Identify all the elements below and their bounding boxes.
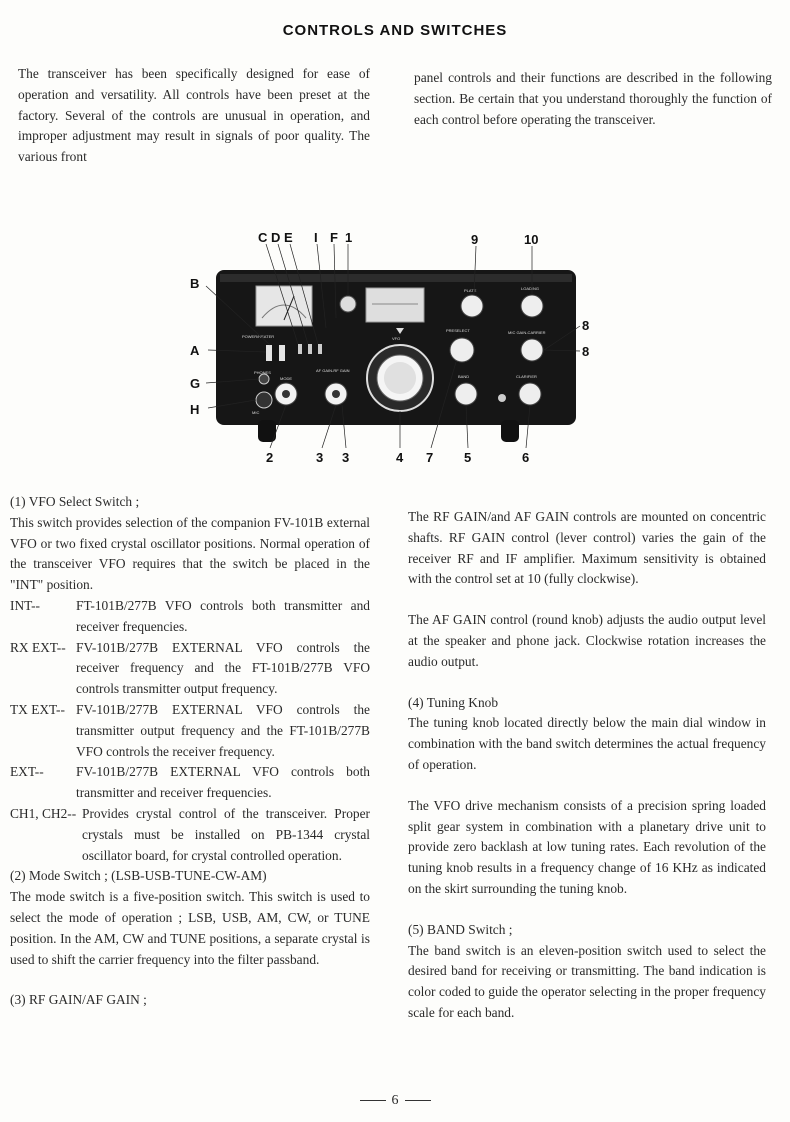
callout-8-top: 8 [582, 318, 590, 333]
callout-10: 10 [524, 232, 539, 247]
plate-knob [461, 295, 483, 317]
panel-label-power-heater: POWER/HEATER [242, 334, 275, 339]
callout-b: B [190, 276, 200, 291]
band-knob [455, 383, 477, 405]
definition-int [10, 596, 370, 638]
intro-paragraph-left: The transceiver has been specifically designed for ease of operation and versatility. All controls have been preset at the factory. Several of the controls are unusual in operation, and improper adjustment may result in signals of poor quality. The various front [18, 66, 370, 165]
section3-body-rf-gain: The RF GAIN/and AF GAIN controls are mounted on concentric shafts. RF GAIN control (lever control) varies the gain of the receiver RF and IF amplifier. Maximum sensitivity is obtained with the control set at 10 (fully clockwise). [408, 509, 766, 587]
callout-i: I [314, 230, 318, 245]
callout-1: 1 [345, 230, 353, 245]
loading-knob [521, 295, 543, 317]
definition-ch1-ch2 [10, 804, 370, 866]
callout-a: A [190, 343, 200, 358]
callout-cde: C D E [258, 230, 293, 245]
section4-body-1: The tuning knob located directly below the main dial window in combination with the band switch determines the actual frequency of operation. [408, 715, 766, 772]
section4-body-2: The VFO drive mechanism consists of a precision spring loaded split gear system in combination with a planetary drive unit to provide zero backlash at low tuning rates. Each revolution of the tuning knob results in a frequency change of 16 KHz as indicated on the skirt surrounding the tuning knob. [408, 797, 766, 896]
page-number-value: 6 [391, 1093, 399, 1108]
section1-body: This switch provides selection of the companion FV-101B external VFO or two fixed crystal oscillator positions. Normal operation of the transceiver VFO requires that the switch be placed in the "INT" position. [10, 514, 370, 593]
page-number [0, 1093, 790, 1109]
callout-9: 9 [471, 232, 479, 247]
section2-body: The mode switch is a five-position switch. This switch is used to select the mode of operation ; LSB, USB, AM, CW, or TUNE position. In the AM, CW and TUNE positions, a separate crystal is used to shift the carrier frequency into the filter passband. [10, 889, 370, 967]
section2-heading: (2) Mode Switch ; (LSB-USB-TUNE-CW-AM) [10, 868, 267, 884]
left-column [10, 492, 370, 1011]
definition-desc: FV-101B/277B EXTERNAL VFO controls both transmitter and receiver frequencies. [76, 764, 370, 801]
panel-label-mode: MODE [280, 376, 292, 381]
front-panel-figure [186, 228, 606, 478]
definition-rx-ext [10, 638, 370, 700]
callout-4: 4 [396, 450, 404, 465]
callout-6: 6 [522, 450, 530, 465]
definition-term: CH1, CH2-- [10, 805, 77, 821]
section5-heading: (5) BAND Switch ; [408, 921, 513, 937]
power-switch [266, 345, 272, 361]
preselect-knob [450, 338, 474, 362]
section5-body: The band switch is an eleven-position switch used to select the desired band for receiving or transmitting. The band indication is color coded to guide the operator selecting in the proper frequency scale for each band. [408, 942, 766, 1020]
panel-label-mic-gain-carrier: MIC GAIN-CARRIER [508, 330, 546, 335]
section3-heading: (3) RF GAIN/AF GAIN ; [10, 992, 147, 1008]
transceiver-front-panel-drawing [186, 228, 606, 478]
panel-label-band: BAND [458, 374, 470, 379]
section3-body-af-gain: The AF GAIN control (round knob) adjusts the audio output level at the speaker and phone jack. Clockwise rotation increases the audio output. [408, 612, 766, 669]
panel-label-af-rf-gain: AF GAIN-RF GAIN [316, 368, 350, 373]
callout-2: 2 [266, 450, 274, 465]
clarifier-knob [519, 383, 541, 405]
panel-label-loading: LOADING [521, 286, 540, 291]
heater-switch [279, 345, 285, 361]
definition-term: INT-- [10, 597, 40, 613]
definition-term: TX EXT-- [10, 701, 65, 717]
definition-desc: Provides crystal control of the transceiver. Proper crystals must be installed on PB-1344 crystal oscillator board, for crystal controlled operation. [82, 805, 370, 863]
meter-switch-knob [340, 296, 356, 312]
panel-label-mic: MIC [252, 410, 260, 415]
page-title: CONTROLS AND SWITCHES [282, 22, 508, 39]
right-column [408, 507, 766, 1024]
panel-label-plate: PLATE [464, 288, 477, 293]
callout-h: H [190, 402, 200, 417]
definition-desc: FV-101B/277B EXTERNAL VFO controls the transmitter output frequency and the FT-101B/277B VFO controls the receiver frequency. [76, 701, 370, 759]
dial-window [366, 288, 424, 322]
section4-heading: (4) Tuning Knob [408, 694, 499, 710]
callout-3b: 3 [342, 450, 350, 465]
definition-desc: FV-101B/277B EXTERNAL VFO controls the receiver frequency and the FT-101B/277B VFO controls transmitter output frequency. [76, 639, 370, 697]
callout-7: 7 [426, 450, 434, 465]
panel-label-preselect: PRESELECT [446, 328, 470, 333]
intro-paragraph-right: panel controls and their functions are described in the following section. Be certain that you understand thoroughly the function of each control before operating the transceiver. [414, 70, 772, 127]
mic-gain-carrier-knob [521, 339, 543, 361]
section1-heading: (1) VFO Select Switch ; [10, 494, 140, 509]
callout-8-bottom: 8 [582, 344, 590, 359]
panel-label-clarifier: CLARIFIER [516, 374, 537, 379]
panel-label-vfo: VFO [392, 336, 401, 341]
callout-5: 5 [464, 450, 472, 465]
intro-left-column [18, 64, 370, 168]
panel-label-phones: PHONES [254, 370, 271, 375]
definition-ext [10, 762, 370, 804]
definition-tx-ext [10, 700, 370, 762]
definition-term: EXT-- [10, 764, 44, 780]
phones-jack [259, 374, 269, 384]
definition-desc: FT-101B/277B VFO controls both transmitter and receiver frequencies. [76, 597, 370, 634]
definition-term: RX EXT-- [10, 639, 66, 655]
right-foot [501, 420, 519, 442]
callout-3a: 3 [316, 450, 324, 465]
mic-jack [256, 392, 272, 408]
intro-right-column [414, 68, 772, 130]
callout-g: G [190, 376, 201, 391]
callout-f: F [330, 230, 338, 245]
